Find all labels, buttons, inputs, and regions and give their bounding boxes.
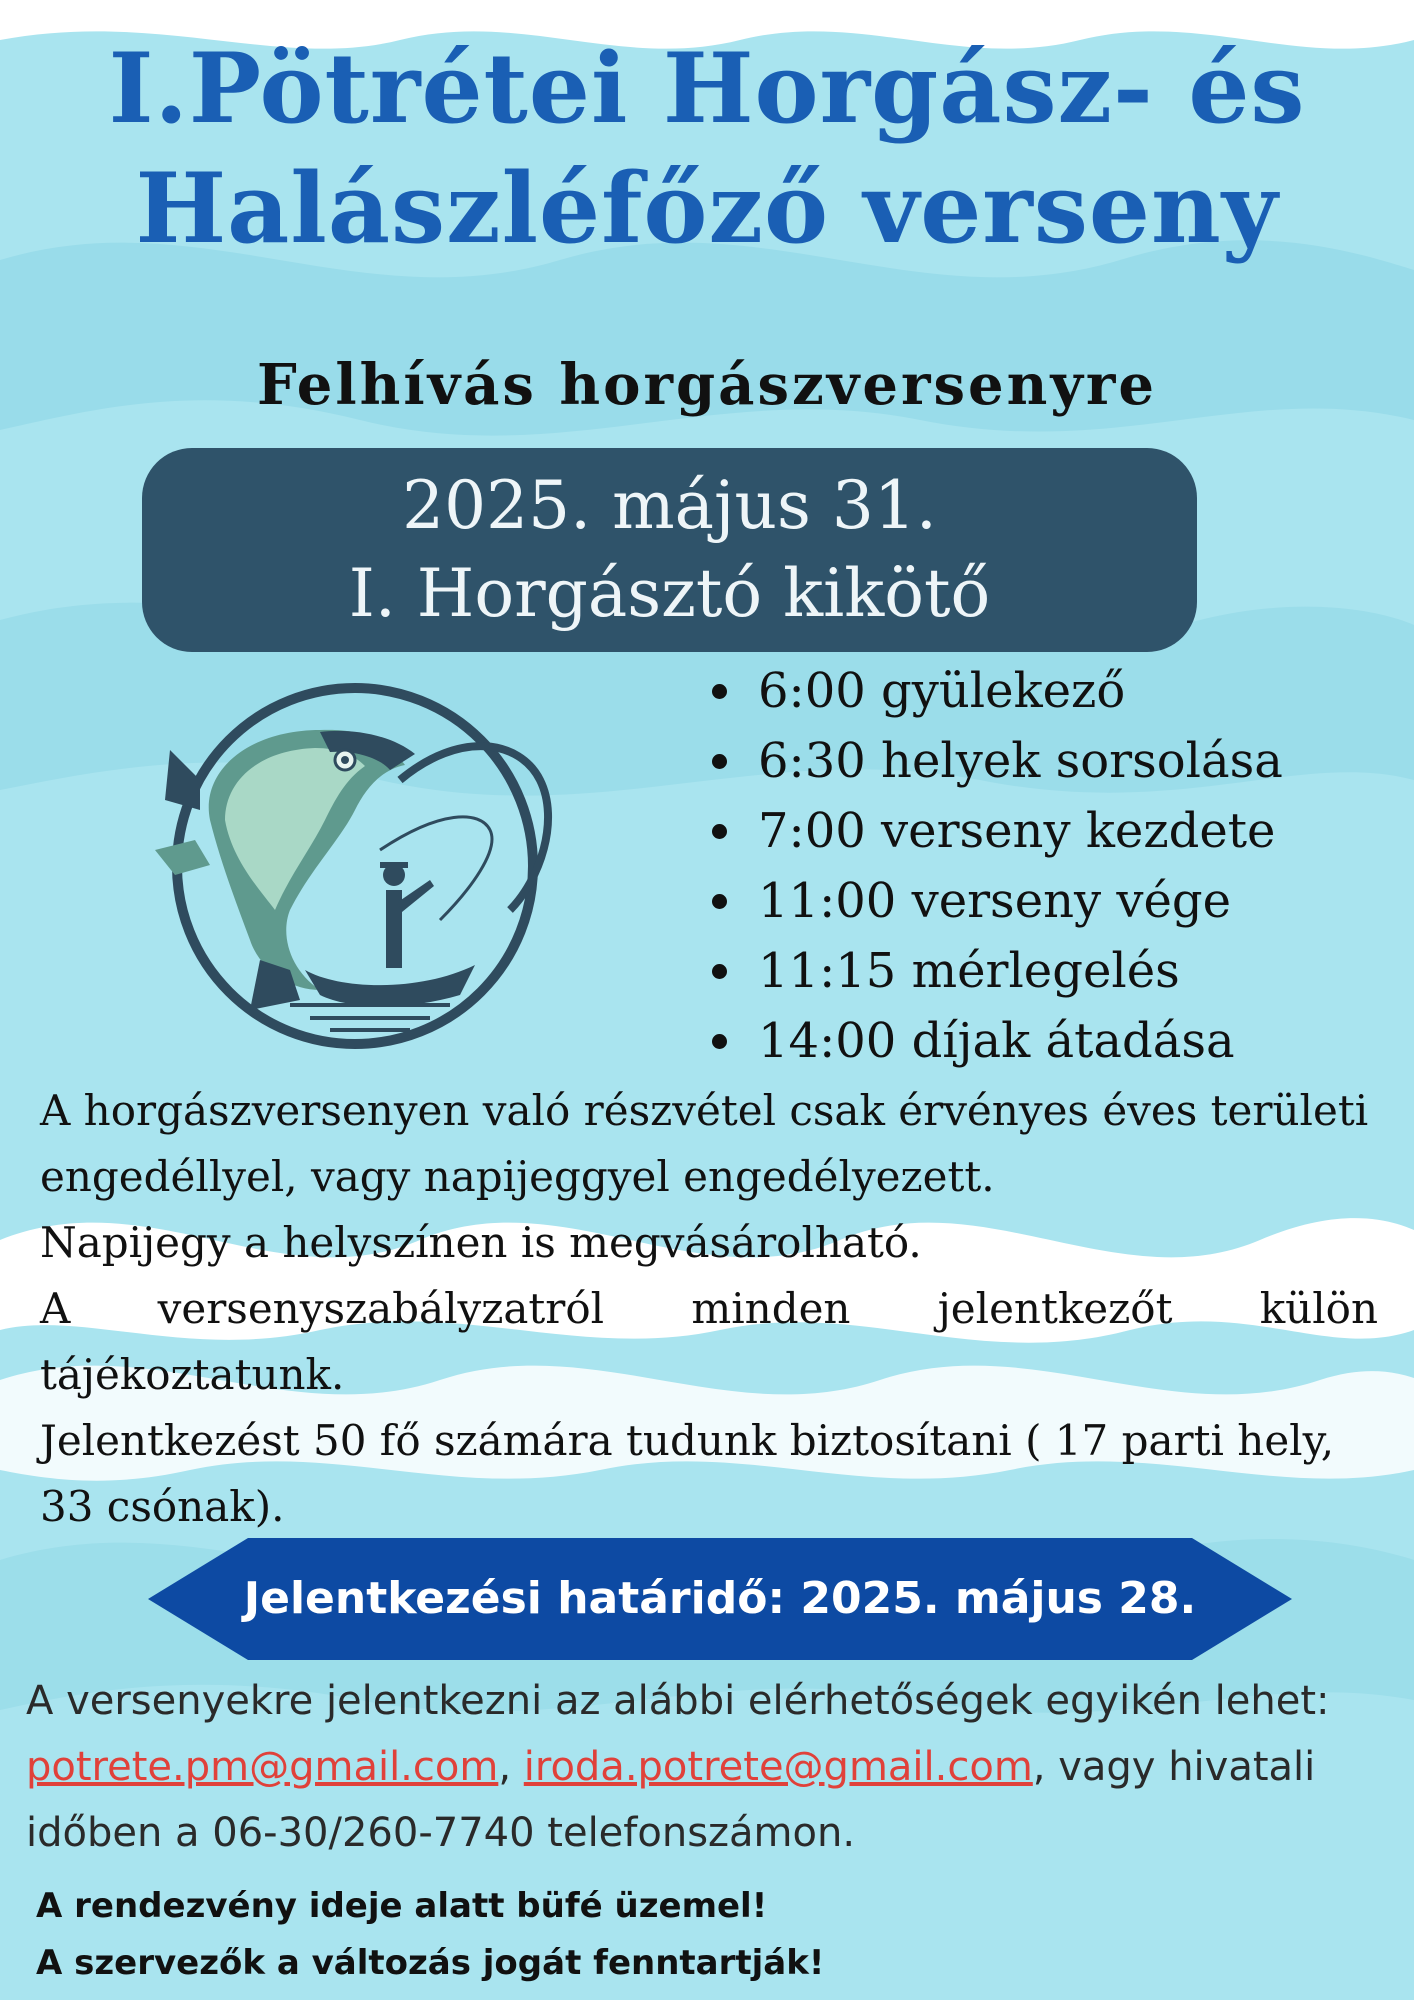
footer-notes <box>36 1878 1396 1992</box>
rules-paragraph-1: A horgászversenyen való részvétel csak érvényes éves területi engedéllyel, vagy napijeggyel engedélyezett. <box>40 1086 1369 1201</box>
schedule-list <box>700 656 1283 1076</box>
rules-paragraph-3-line-2: tájékoztatunk. <box>40 1350 345 1399</box>
contact-outro: , vagy hivatali időben a 06-30/260-7740 telefonszámon. <box>26 1744 1316 1856</box>
schedule-item-text: 14:00 díjak átadása <box>758 1013 1235 1069</box>
contact-separator: , <box>498 1744 524 1790</box>
footer-line-2: A szervezők a változás jogát fenntartják! <box>36 1943 825 1983</box>
bullet-icon <box>712 684 727 699</box>
schedule-item <box>700 726 1283 796</box>
rules-paragraph-3-line-1: A versenyszabályzatról minden jelentkezőt külön <box>40 1284 1378 1333</box>
schedule-item-text: 11:00 verseny vége <box>758 873 1232 929</box>
event-location: I. Horgásztó kikötő <box>348 555 991 632</box>
schedule-item <box>700 796 1283 866</box>
rules-text <box>40 1078 1378 1540</box>
date-location-box <box>142 448 1197 652</box>
email-link-1[interactable]: potrete.pm@gmail.com <box>26 1744 499 1790</box>
contact-intro: A versenyekre jelentkezni az alábbi elérhetőségek egyikén lehet: <box>26 1678 1330 1724</box>
deadline-text: Jelentkezési határidő: 2025. május 28. <box>243 1573 1197 1624</box>
bullet-icon <box>712 1034 727 1049</box>
bullet-icon <box>712 824 727 839</box>
schedule-item <box>700 656 1283 726</box>
rules-paragraph-2: Napijegy a helyszínen is megvásárolható. <box>40 1218 922 1267</box>
schedule-item-text: 11:15 mérlegelés <box>758 943 1180 999</box>
event-date: 2025. május 31. <box>402 467 937 544</box>
schedule-item-text: 6:00 gyülekező <box>758 663 1126 719</box>
fish-and-fisherman-logo-icon <box>140 670 570 1050</box>
schedule-item <box>700 866 1283 936</box>
bullet-icon <box>712 754 727 769</box>
bullet-icon <box>712 894 727 909</box>
email-link-2[interactable]: iroda.potrete@gmail.com <box>523 1744 1033 1790</box>
schedule-item-text: 6:30 helyek sorsolása <box>758 733 1283 789</box>
title-line-1: I.Pötrétei Horgász- és <box>108 32 1306 145</box>
contact-info <box>26 1668 1396 1866</box>
schedule-item <box>700 936 1283 1006</box>
schedule-item-text: 7:00 verseny kezdete <box>758 803 1276 859</box>
subtitle: Felhívás horgászversenyre <box>257 352 1157 418</box>
title-line-2: Halászléfőző verseny <box>135 152 1279 265</box>
bullet-icon <box>712 964 727 979</box>
footer-line-1: A rendezvény ideje alatt büfé üzemel! <box>36 1886 768 1926</box>
rules-paragraph-4: Jelentkezést 50 fő számára tudunk biztosítani ( 17 parti hely, 33 csónak). <box>40 1416 1335 1531</box>
schedule-item <box>700 1006 1283 1076</box>
